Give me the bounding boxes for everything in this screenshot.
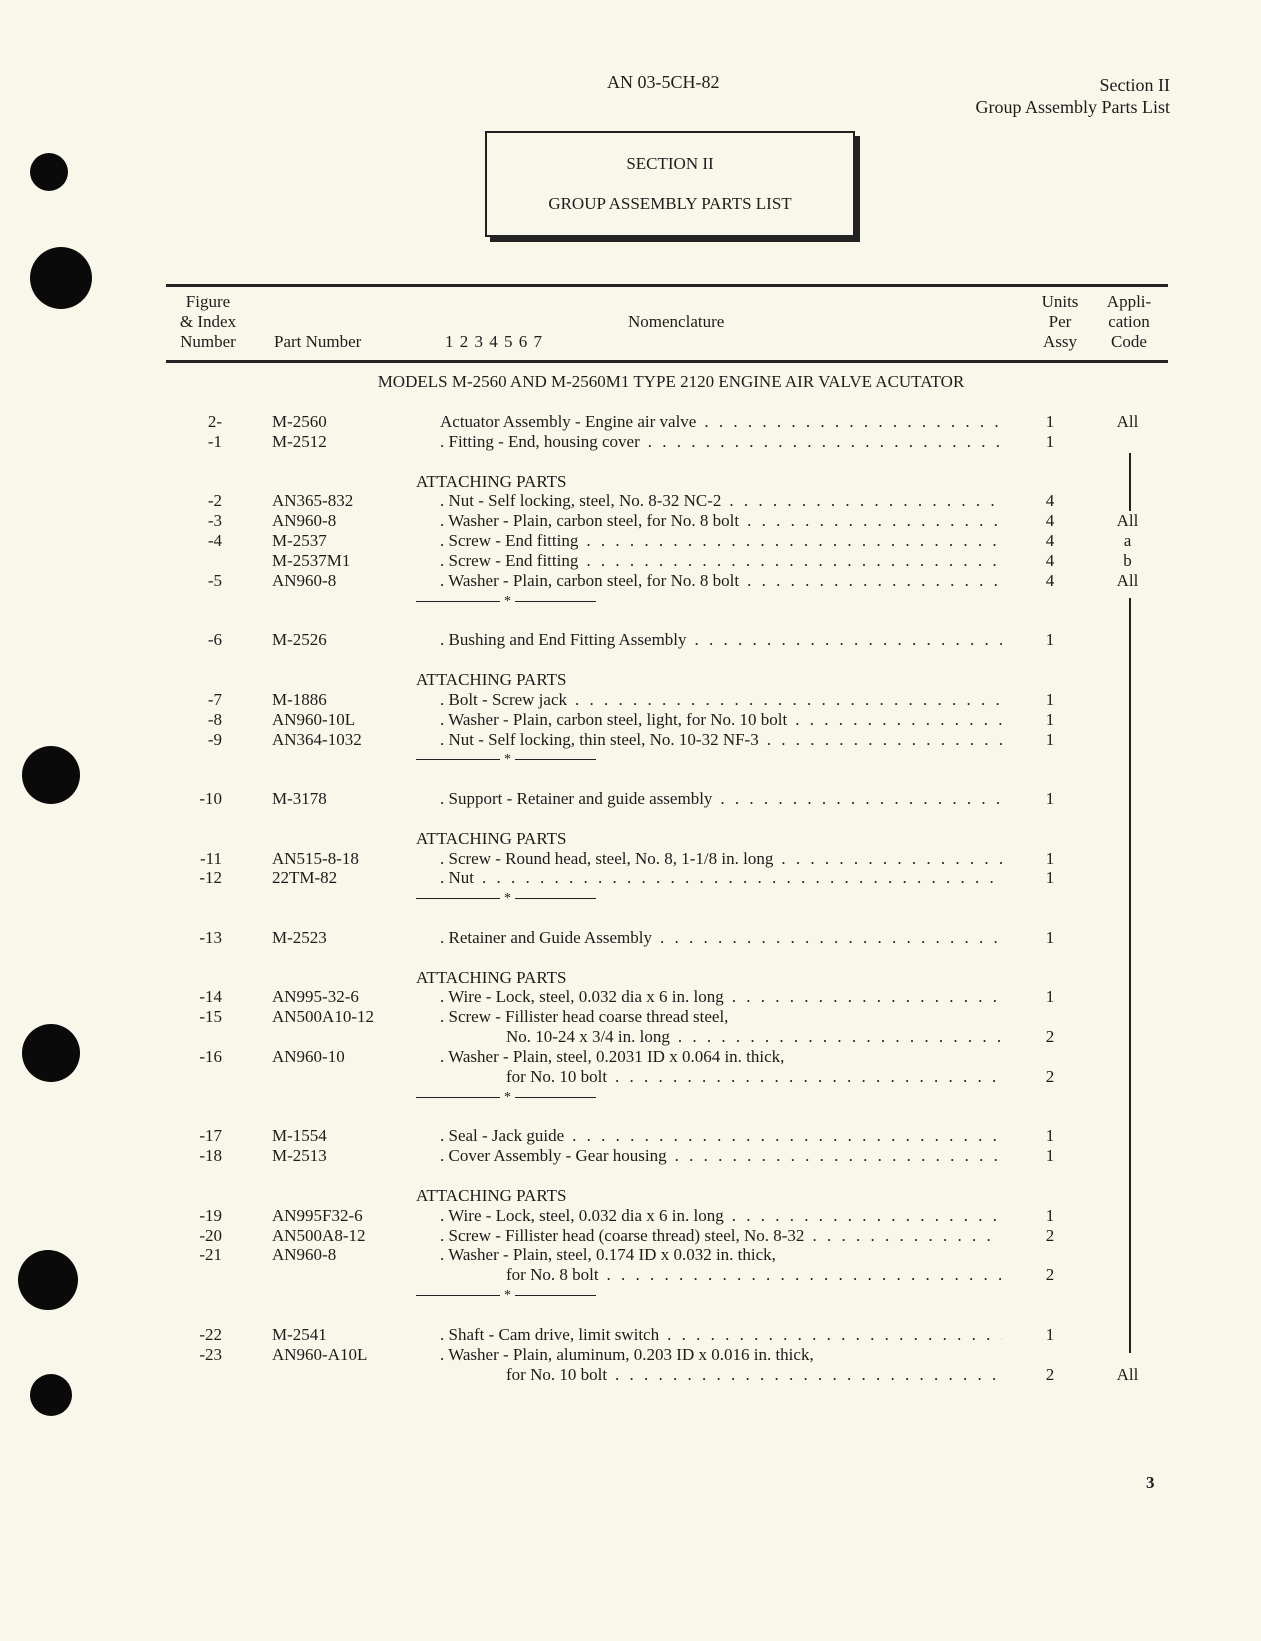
separator-line xyxy=(416,752,596,768)
section-title: Group Assembly Parts List xyxy=(975,97,1170,117)
dot-leader xyxy=(640,432,1002,452)
nomenclature xyxy=(440,1226,1002,1246)
nomenclature-text: . Screw - Fillister head coarse thread steel, xyxy=(440,1007,729,1027)
nomenclature-text: . Bolt - Screw jack xyxy=(440,689,567,709)
attaching-parts-heading xyxy=(0,472,1261,492)
part-number: M-2537 xyxy=(272,531,327,551)
part-number: AN364-1032 xyxy=(272,729,362,749)
nomenclature-text: . Shaft - Cam drive, limit switch xyxy=(440,1324,660,1344)
header-nomenclature: Nomenclature xyxy=(628,312,725,331)
part-number: AN500A10-12 xyxy=(272,1007,374,1027)
figure-index: -4 xyxy=(207,531,222,551)
attaching-parts-heading xyxy=(0,670,1261,690)
part-number: M-2537M1 xyxy=(272,550,351,570)
dot-leader xyxy=(607,1067,1002,1087)
figure-index: -2 xyxy=(207,491,222,511)
figure-index: -1 xyxy=(207,431,222,451)
header-text: Number xyxy=(180,332,236,351)
nomenclature-text: . Washer - Plain, carbon steel, for No. 8 bolt xyxy=(440,511,740,531)
table-row xyxy=(0,571,1261,591)
table-row xyxy=(0,551,1261,571)
dot-leader xyxy=(787,710,1002,730)
separator-star: * xyxy=(500,1286,515,1306)
binder-hole xyxy=(30,153,68,191)
dot-leader xyxy=(474,868,1002,888)
dot-leader xyxy=(804,1226,1002,1246)
nomenclature xyxy=(440,730,1002,750)
nomenclature xyxy=(440,928,1002,948)
nomenclature xyxy=(440,1007,1002,1027)
units-per-assy: 4 xyxy=(1045,531,1055,551)
part-number: AN960-8 xyxy=(272,570,337,590)
part-number: 22TM-82 xyxy=(272,868,338,888)
figure-index: -18 xyxy=(199,1146,222,1166)
dot-leader xyxy=(759,730,1002,750)
nomenclature-text: . Nut - Self locking, steel, No. 8-32 NC-2 xyxy=(440,491,722,511)
part-number: AN960-8 xyxy=(272,511,337,531)
application-code: b xyxy=(1123,550,1132,570)
table-row xyxy=(0,1047,1261,1067)
dot-leader xyxy=(696,412,1002,432)
dot-leader xyxy=(724,987,1002,1007)
application-code: All xyxy=(1116,412,1139,431)
units-per-assy: 1 xyxy=(1045,868,1055,888)
figure-index: -17 xyxy=(199,1126,222,1146)
figure-index: -8 xyxy=(207,709,222,729)
dot-leader xyxy=(567,690,1002,710)
attaching-parts-label: ATTACHING PARTS xyxy=(416,967,567,987)
nomenclature-text: for No. 10 bolt xyxy=(506,1066,608,1086)
nomenclature xyxy=(440,551,1002,571)
figure-index: -13 xyxy=(199,927,222,947)
application-code: All xyxy=(1116,511,1139,531)
separator-star: * xyxy=(500,1088,515,1108)
dot-leader xyxy=(578,551,1002,571)
table-row xyxy=(0,1226,1261,1246)
header-figure xyxy=(172,292,244,352)
application-code: All xyxy=(1116,570,1139,590)
separator-row xyxy=(0,749,1261,769)
part-number: AN960-A10L xyxy=(272,1344,368,1364)
dot-leader xyxy=(578,531,1002,551)
part-number: M-2513 xyxy=(272,1146,327,1166)
table-row xyxy=(0,730,1261,750)
table-top-rule xyxy=(166,284,1168,287)
attaching-parts-label: ATTACHING PARTS xyxy=(416,669,567,689)
table-row xyxy=(0,1126,1261,1146)
nomenclature-text: . Washer - Plain, carbon steel, for No. 8 bolt xyxy=(440,570,740,590)
units-per-assy: 1 xyxy=(1045,630,1055,650)
units-per-assy: 1 xyxy=(1045,1146,1055,1166)
nomenclature xyxy=(440,531,1002,551)
dot-leader xyxy=(564,1126,1002,1146)
table-row xyxy=(0,1007,1261,1027)
nomenclature xyxy=(440,412,1002,432)
nomenclature xyxy=(506,1265,1002,1285)
nomenclature-text: . Support - Retainer and guide assembly xyxy=(440,789,713,809)
table-row-continuation xyxy=(0,1265,1261,1285)
header-text: Appli- xyxy=(1106,292,1152,311)
dot-leader xyxy=(652,928,1002,948)
nomenclature xyxy=(440,1047,1002,1067)
units-per-assy: 2 xyxy=(1045,1066,1055,1086)
part-number: M-1886 xyxy=(272,689,327,709)
units-per-assy: 2 xyxy=(1045,1225,1055,1245)
dot-leader xyxy=(739,511,1002,531)
separator-row xyxy=(0,591,1261,611)
separator-line xyxy=(416,1288,596,1304)
attaching-parts-label: ATTACHING PARTS xyxy=(416,471,567,491)
part-number: AN365-832 xyxy=(272,491,354,511)
separator-star: * xyxy=(500,889,515,909)
units-per-assy: 4 xyxy=(1045,491,1055,511)
nomenclature-text: . Nut - Self locking, thin steel, No. 10-32 NF-3 xyxy=(440,729,759,749)
table-row-continuation xyxy=(0,1365,1261,1385)
nomenclature-text: . Wire - Lock, steel, 0.032 dia x 6 in. long xyxy=(440,987,724,1007)
nomenclature-text: for No. 10 bolt xyxy=(506,1364,608,1384)
nomenclature xyxy=(440,511,1002,531)
nomenclature-text: . Cover Assembly - Gear housing xyxy=(440,1146,667,1166)
units-per-assy: 1 xyxy=(1045,729,1055,749)
nomenclature-text: No. 10-24 x 3/4 in. long xyxy=(506,1027,670,1047)
figure-index: -12 xyxy=(199,868,222,888)
blank-row xyxy=(0,769,1261,789)
figure-index: 2- xyxy=(207,412,222,431)
section-box-line1: SECTION II xyxy=(626,154,714,173)
nomenclature-text: . Washer - Plain, steel, 0.2031 ID x 0.064 in. thick, xyxy=(440,1047,785,1066)
nomenclature xyxy=(440,710,1002,730)
units-per-assy: 4 xyxy=(1045,511,1055,531)
dot-leader xyxy=(599,1265,1002,1285)
nomenclature xyxy=(440,1245,1002,1265)
nomenclature xyxy=(440,789,1002,809)
page-number: 3 xyxy=(1146,1473,1155,1492)
attaching-parts-heading xyxy=(0,1186,1261,1206)
table-row-continuation xyxy=(0,1067,1261,1087)
part-number: M-2560 xyxy=(272,412,327,431)
units-per-assy: 1 xyxy=(1045,1205,1055,1225)
units-per-assy: 1 xyxy=(1045,1324,1055,1344)
units-per-assy: 1 xyxy=(1045,431,1055,451)
attaching-parts-label: ATTACHING PARTS xyxy=(416,828,567,848)
part-number: AN995-32-6 xyxy=(272,987,359,1007)
dot-leader xyxy=(724,1206,1002,1226)
header-part-number: Part Number xyxy=(274,332,362,351)
table-row-continuation xyxy=(0,1027,1261,1047)
dot-leader xyxy=(687,630,1002,650)
figure-index: -9 xyxy=(207,729,222,749)
part-number: M-3178 xyxy=(272,789,327,809)
table-row xyxy=(0,432,1261,452)
header-text: Units xyxy=(1041,292,1079,311)
header-text: cation xyxy=(1108,312,1150,331)
nomenclature xyxy=(440,1126,1002,1146)
section-box-line2: GROUP ASSEMBLY PARTS LIST xyxy=(548,194,792,213)
nomenclature-text: . Fitting - End, housing cover xyxy=(440,431,640,451)
header-text: Figure xyxy=(185,292,231,311)
table-row xyxy=(0,849,1261,869)
nomenclature-text: . Screw - Round head, steel, No. 8, 1-1/8 in. long xyxy=(440,848,774,868)
dot-leader xyxy=(670,1027,1002,1047)
blank-row xyxy=(0,1305,1261,1325)
separator-row xyxy=(0,888,1261,908)
part-number: AN960-10L xyxy=(272,709,356,729)
blank-row xyxy=(0,452,1261,472)
header-indent-levels: 1 2 3 4 5 6 7 xyxy=(445,332,542,351)
part-number: AN960-10 xyxy=(272,1047,345,1066)
header-code xyxy=(1098,292,1160,352)
separator-row xyxy=(0,1285,1261,1305)
nomenclature xyxy=(440,491,1002,511)
nomenclature-text: . Washer - Plain, steel, 0.174 ID x 0.032 in. thick, xyxy=(440,1245,776,1265)
blank-row xyxy=(0,948,1261,968)
nomenclature xyxy=(440,868,1002,888)
units-per-assy: 1 xyxy=(1045,927,1055,947)
nomenclature-text: . Nut xyxy=(440,868,474,888)
part-number: AN500A8-12 xyxy=(272,1225,366,1245)
units-per-assy: 1 xyxy=(1045,789,1055,809)
dot-leader xyxy=(721,491,1002,511)
blank-row xyxy=(0,1166,1261,1186)
part-number: M-2541 xyxy=(272,1324,327,1344)
units-per-assy: 4 xyxy=(1045,550,1055,570)
units-per-assy: 2 xyxy=(1045,1364,1055,1384)
attaching-parts-heading xyxy=(0,829,1261,849)
nomenclature xyxy=(440,849,1002,869)
blank-row xyxy=(0,809,1261,829)
units-per-assy: 2 xyxy=(1045,1265,1055,1285)
nomenclature-text: . Wire - Lock, steel, 0.032 dia x 6 in. long xyxy=(440,1205,724,1225)
dot-leader xyxy=(607,1365,1002,1385)
nomenclature xyxy=(440,987,1002,1007)
nomenclature-text: . Washer - Plain, aluminum, 0.203 ID x 0.016 in. thick, xyxy=(440,1344,814,1364)
figure-index: -14 xyxy=(199,987,222,1007)
nomenclature xyxy=(440,630,1002,650)
table-row xyxy=(0,511,1261,531)
figure-index: -7 xyxy=(207,689,222,709)
table-row xyxy=(0,928,1261,948)
binder-hole xyxy=(30,247,92,309)
header-text: Per xyxy=(1048,312,1072,331)
figure-index: -15 xyxy=(199,1007,222,1027)
table-row xyxy=(0,1345,1261,1365)
nomenclature-text: . Retainer and Guide Assembly xyxy=(440,927,652,947)
table-header-rule xyxy=(166,360,1168,363)
figure-index: -10 xyxy=(199,789,222,809)
table-row xyxy=(0,690,1261,710)
separator-line xyxy=(416,891,596,907)
table-row xyxy=(0,1245,1261,1265)
table-row xyxy=(0,789,1261,809)
document-number: AN 03-5CH-82 xyxy=(607,72,720,92)
nomenclature xyxy=(506,1027,1002,1047)
part-number: M-2526 xyxy=(272,630,327,650)
nomenclature-text: Actuator Assembly - Engine air valve xyxy=(440,412,697,431)
figure-index: -23 xyxy=(199,1344,222,1364)
figure-index: -22 xyxy=(199,1324,222,1344)
separator-line xyxy=(416,1089,596,1105)
nomenclature-text: for No. 8 bolt xyxy=(506,1265,599,1285)
nomenclature xyxy=(440,571,1002,591)
section-label: Section II xyxy=(1099,75,1170,95)
nomenclature-text: . Screw - End fitting xyxy=(440,531,579,551)
table-row xyxy=(0,868,1261,888)
nomenclature-text: . Screw - End fitting xyxy=(440,550,579,570)
header-units xyxy=(1030,292,1090,352)
nomenclature-text: . Seal - Jack guide xyxy=(440,1126,565,1146)
header-text: & Index xyxy=(179,312,237,331)
units-per-assy: 1 xyxy=(1045,689,1055,709)
units-per-assy: 1 xyxy=(1045,1126,1055,1146)
header-text: Assy xyxy=(1042,332,1077,351)
parts-list xyxy=(0,412,1261,1384)
part-number: AN960-8 xyxy=(272,1245,337,1265)
dot-leader xyxy=(712,789,1002,809)
nomenclature xyxy=(440,690,1002,710)
blank-row xyxy=(0,908,1261,928)
units-per-assy: 4 xyxy=(1045,570,1055,590)
dot-leader xyxy=(667,1146,1002,1166)
figure-index: -5 xyxy=(207,570,222,590)
table-row xyxy=(0,412,1261,432)
application-code: All xyxy=(1116,1364,1139,1384)
nomenclature xyxy=(440,432,1002,452)
blank-row xyxy=(0,650,1261,670)
blank-row xyxy=(0,610,1261,630)
nomenclature xyxy=(440,1345,1002,1365)
dot-leader xyxy=(659,1325,1002,1345)
units-per-assy: 1 xyxy=(1045,848,1055,868)
table-row xyxy=(0,491,1261,511)
figure-index: -21 xyxy=(199,1245,222,1265)
separator-row xyxy=(0,1087,1261,1107)
nomenclature-text: . Screw - Fillister head (coarse thread) steel, No. 8-32 xyxy=(440,1225,805,1245)
units-per-assy: 2 xyxy=(1045,1027,1055,1047)
part-number: M-1554 xyxy=(272,1126,327,1146)
part-number: M-2523 xyxy=(272,927,327,947)
table-row xyxy=(0,1146,1261,1166)
attaching-parts-heading xyxy=(0,968,1261,988)
running-header xyxy=(975,74,1170,118)
part-number: AN995F32-6 xyxy=(272,1205,363,1225)
part-number: AN515-8-18 xyxy=(272,848,359,868)
units-per-assy: 1 xyxy=(1045,987,1055,1007)
attaching-parts-label: ATTACHING PARTS xyxy=(416,1185,567,1205)
nomenclature xyxy=(440,1325,1002,1345)
nomenclature xyxy=(440,1206,1002,1226)
part-number: M-2512 xyxy=(272,431,327,451)
table-row xyxy=(0,710,1261,730)
separator-line xyxy=(416,593,596,609)
figure-index: -19 xyxy=(199,1205,222,1225)
nomenclature-text: . Washer - Plain, carbon steel, light, for No. 10 bolt xyxy=(440,709,788,729)
nomenclature xyxy=(506,1067,1002,1087)
nomenclature xyxy=(506,1365,1002,1385)
figure-index: -11 xyxy=(199,848,222,868)
nomenclature xyxy=(440,1146,1002,1166)
section-title-box xyxy=(485,131,855,237)
table-row xyxy=(0,1325,1261,1345)
blank-row xyxy=(0,1107,1261,1127)
table-row xyxy=(0,987,1261,1007)
nomenclature-text: . Bushing and End Fitting Assembly xyxy=(440,630,687,650)
separator-star: * xyxy=(500,750,515,770)
figure-index: -20 xyxy=(199,1225,222,1245)
figure-index: -16 xyxy=(199,1047,222,1066)
separator-star: * xyxy=(500,592,515,612)
figure-index: -6 xyxy=(207,630,222,650)
table-row xyxy=(0,531,1261,551)
figure-index: -3 xyxy=(207,511,222,531)
dot-leader xyxy=(773,849,1002,869)
units-per-assy: 1 xyxy=(1045,709,1055,729)
units-per-assy: 1 xyxy=(1045,412,1055,431)
table-row xyxy=(0,1206,1261,1226)
dot-leader xyxy=(739,571,1002,591)
table-row xyxy=(0,630,1261,650)
header-text: Code xyxy=(1111,332,1147,351)
table-title: MODELS M-2560 AND M-2560M1 TYPE 2120 ENGINE AIR VALVE ACUTATOR xyxy=(377,372,965,391)
application-code: a xyxy=(1123,531,1132,551)
